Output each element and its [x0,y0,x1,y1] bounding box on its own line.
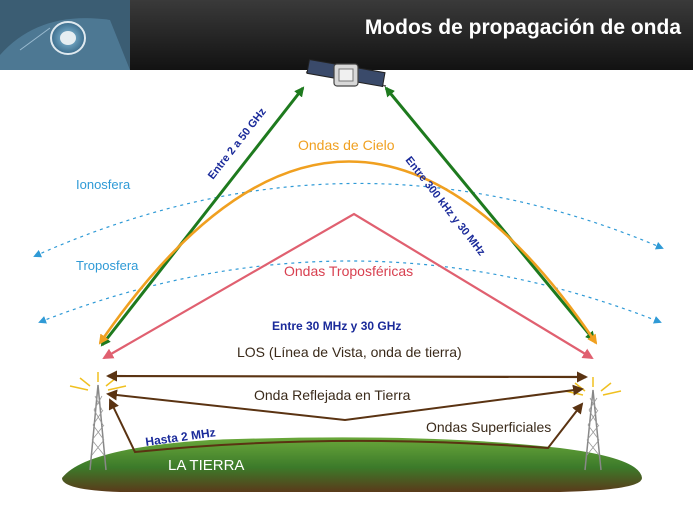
green-arrow-right [386,88,594,340]
troposphere-label: Troposfera [76,258,139,273]
green-arrow-left [102,88,303,345]
range-2-50ghz-label: Entre 2 a 50 GHz [205,106,269,182]
ground-reflected-label: Onda Reflejada en Tierra [254,387,411,403]
page-title: Modos de propagación de onda [364,16,681,39]
tropospheric-wave-label: Ondas Troposféricas [284,263,414,279]
ionosphere-label: Ionosfera [76,177,131,192]
range-2mhz-label: Hasta 2 MHz [144,425,217,449]
sky-wave-label: Ondas de Cielo [298,137,395,153]
surface-wave-label: Ondas Superficiales [426,419,552,435]
earth-label: LA TIERRA [168,457,245,474]
los-arrow [108,376,586,377]
range-300khz-30mhz-label: Entre 300 kHz y 30 MHz [402,154,488,259]
ionosphere-arc-upper [35,183,662,256]
los-label: LOS (Línea de Vista, onda de tierra) [237,344,462,360]
tropospheric-wave-arrow [104,214,592,358]
satellite-icon [306,60,386,87]
range-30mhz-30ghz-label: Entre 30 MHz y 30 GHz [272,319,402,333]
